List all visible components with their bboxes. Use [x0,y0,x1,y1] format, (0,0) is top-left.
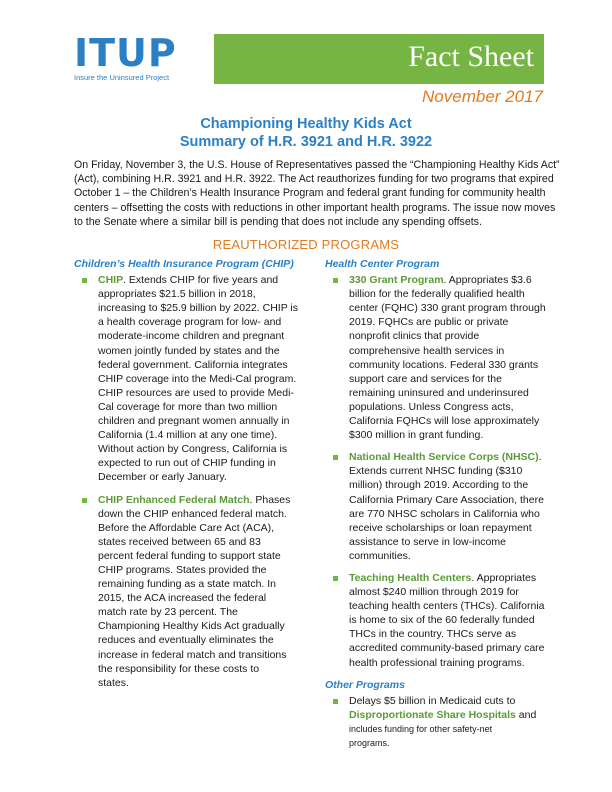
item-line: women jointly funded by states and the [98,344,280,357]
right-column [325,257,553,758]
item-line: communities. [349,549,411,562]
item-first-line [349,571,553,585]
item-line: percent federal funding to support state [98,549,281,562]
item-line: CHIP programs. States provided the [98,563,267,576]
intro-paragraph [74,158,560,229]
item-lead: CHIP [98,274,124,287]
item-first-rest: . Extends CHIP for five years and [123,274,279,287]
item-line: Cal coverage for more than two million [98,400,278,413]
item-line: billion for the federally qualified health [349,288,525,301]
left-column [74,257,306,698]
item-line: California FQHCs will lose approximately [349,415,540,428]
item-line: Delays $5 billion in Medicaid cuts to [349,694,516,707]
other-programs-item [325,694,553,750]
item-line: is home to six of the 60 federally funded [349,614,535,627]
item-line: accredited community-based primary care [349,642,545,655]
item-line: California (1.4 million at any one time). [98,429,278,442]
item-line: Extends current NHSC funding ($310 [349,465,523,478]
chip-subhead: Children’s Health Insurance Program (CHIP) [74,258,294,270]
bullet-icon [82,498,87,503]
item-line: CHIP resources are used to provide Medi- [98,386,294,399]
item-lead: Teaching Health Centers [349,571,472,584]
item-line: 2015, the ACA increased the federal [98,592,267,605]
other-programs-subhead: Other Programs [325,678,405,691]
item-line: assistance to serve in low-income [349,535,506,548]
item-line: teaching health centers (THCs). California [349,600,545,613]
item-line: December or early January. [98,471,227,484]
bullet-icon [82,278,87,283]
banner-title: Fact Sheet [408,40,534,73]
item-line: health professional training programs. [349,656,525,669]
item-first-line [349,450,553,464]
item-line: Without action by Congress, California is [98,443,288,456]
item-lead-rest: and [515,708,537,721]
item-line: nonprofit clinics that provide [349,330,480,343]
item-line: states. [98,676,129,689]
item-first-rest: . Phases [249,493,291,506]
publication-date: November 2017 [422,87,543,106]
item-lead: CHIP Enhanced Federal Match [98,493,250,506]
item-line: $300 million in grant funding. [349,429,484,442]
item-line: California Primary Care Association, there [349,493,544,506]
item-line: THCs in the country. THCs serve as [349,628,517,641]
item-first-rest: . Appropriates [471,571,537,584]
item-lead: National Health Service Corps (NHSC) [349,451,539,464]
bullet-icon [333,576,338,581]
nhsc-item [325,450,553,563]
item-line: reduces and eventually eliminates the [98,634,274,647]
item-first-rest: . Appropriates $3.6 [443,274,532,287]
item-line: a health coverage program for low- and [98,316,282,329]
bullet-icon [333,699,338,704]
item-line: expected to run out of CHIP funding in [98,457,276,470]
item-line: states received between 65 and 83 [98,535,261,548]
item-line: moderate-income children and pregnant [98,330,285,343]
item-line: children and pregnant women annually in [98,415,290,428]
item-line: 2019. FQHCs are public or private [349,316,509,329]
item-line: remaining funding as a state match. In [98,578,277,591]
item-line: center (FQHC) 330 grant program through [349,302,546,315]
chip-item [74,273,306,484]
item-line: almost $240 million through 2019 for [349,586,519,599]
item-line: programs. [349,738,390,748]
item-first-line [98,493,306,507]
item-line: includes funding for other safety-net [349,723,493,734]
item-line: increasing to $25.9 billion by 2022. CHIP is [98,302,299,315]
item-line: Championing Healthy Kids Act gradually [98,620,285,633]
item-line: receive scholarships or loan repayment [349,521,532,534]
item-line: increase in federal match and transitions [98,648,287,661]
grant-330-item [325,273,553,442]
item-line: match rate by 23 percent. The [98,606,238,619]
intro-line: October 1 – the Children’s Health Insurance Program and federal grant funding for community health [74,187,546,200]
bullet-icon [333,455,338,460]
logo-text: ITUP [74,31,177,75]
teaching-health-centers-item [325,571,553,670]
section-heading: REAUTHORIZED PROGRAMS [212,237,400,252]
item-lead: Disproportionate Share Hospitals [349,708,516,721]
item-first-line [349,273,553,287]
item-line: remaining uninsured and underinsured [349,386,529,399]
item-line: support care and services for the [349,372,502,385]
intro-line: On Friday, November 3, the U.S. House of Representatives passed the “Championing Healthy Kids Act” [74,159,560,171]
document-subtitle: Summary of H.R. 3921 and H.R. 3922 [179,134,433,150]
intro-line: centers – offsetting the costs with reductions in other important health programs. The issue now moves [74,201,556,214]
item-line: CHIP coverage into the Medi-Cal program. [98,372,297,385]
item-line: down the CHIP enhanced federal match. [98,507,287,520]
item-line: are 770 NHSC scholars in California who [349,507,540,520]
item-line: million) through 2019. According to the [349,479,529,492]
document-title: Championing Healthy Kids Act [200,116,412,132]
logo-tagline: Insure the Uninsured Project [74,73,170,82]
health-center-subhead: Health Center Program [325,258,440,270]
item-line: populations. Unless Congress acts, [349,400,514,413]
intro-line: to the Senate where a similar bill is pending that does not include any spending offsets. [74,215,482,228]
item-lead-line [349,708,553,722]
item-line: community locations. Federal 330 grants [349,358,539,371]
intro-line: (Act), combining H.R. 3921 and H.R. 3922. The Act reauthorizes funding for two programs that expired [74,173,554,186]
item-line: Before the Affordable Care Act (ACA), [98,521,275,534]
item-first-rest: . [538,451,542,464]
item-first-line [98,273,306,287]
fact-sheet-banner [214,34,544,84]
item-line: the responsibility for these costs to [98,662,260,675]
chip-federal-match-item [74,493,306,690]
item-line: appropriates $21.5 billion in 2018, [98,288,256,301]
item-line: federal government. California integrates [98,358,288,371]
itup-logo [74,31,184,82]
item-line: comprehensive health services in [349,344,505,357]
bullet-icon [333,278,338,283]
item-lead: 330 Grant Program [349,274,444,287]
